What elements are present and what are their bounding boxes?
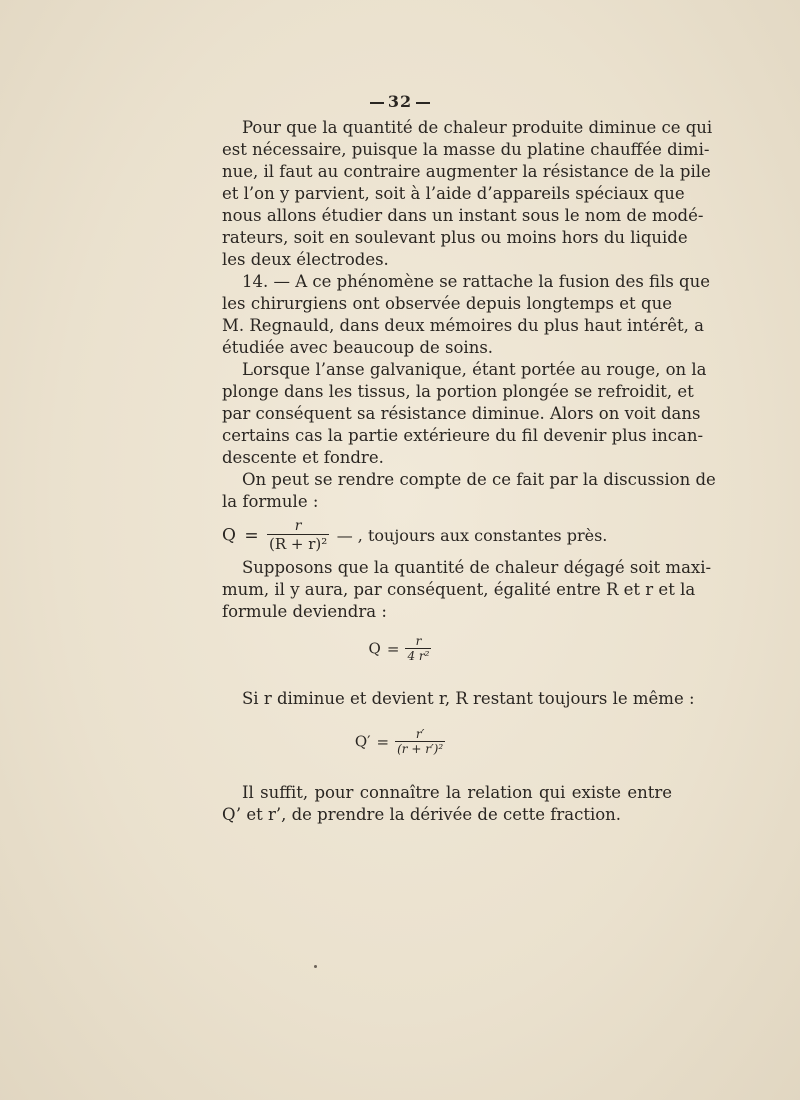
page-number: [0, 92, 800, 111]
formula-3: [0, 727, 800, 756]
text-line: Q’ et r’, de prendre la dérivée de cette fraction.: [222, 805, 622, 824]
text-line: plonge dans les tissus, la portion plongée se refroidit, et: [222, 382, 694, 401]
formula-lhs: Q: [222, 525, 236, 546]
text-line: les deux électrodes.: [222, 250, 389, 269]
text-line: M. Regnauld, dans deux mémoires du plus haut intérêt, a: [222, 316, 704, 335]
paragraph-7: [222, 782, 672, 826]
paragraph-5: [222, 557, 712, 623]
paragraph-3: [222, 359, 707, 469]
dash-left: [370, 102, 384, 104]
formula-trailing-text: — , toujours aux constantes près.: [336, 526, 608, 545]
text-line: 14. — A ce phénomène se rattache la fusion des fils que: [242, 272, 711, 291]
text-line: descente et fondre.: [222, 448, 384, 467]
text-line: est nécessaire, puisque la masse du platine chauffée dimi-: [222, 140, 710, 159]
text-line: Il suffit, pour connaître la relation qui existe entre: [242, 783, 672, 802]
paragraph-1: [222, 117, 713, 271]
formula-numerator: r′: [415, 727, 425, 741]
formula-numerator: r: [294, 518, 302, 534]
formula-equals: =: [386, 639, 400, 658]
text-line: nue, il faut au contraire augmenter la résistance de la pile: [222, 162, 711, 181]
text-line: et l’on y parvient, soit à l’aide d’appareils spéciaux que: [222, 184, 685, 203]
paper-speck: [314, 965, 317, 968]
text-line: mum, il y aura, par conséquent, égalité entre R et r et la: [222, 580, 696, 599]
text-line: certains cas la partie extérieure du fil devenir plus incan-: [222, 426, 704, 445]
formula-1: [222, 518, 672, 558]
paragraph-6: [222, 688, 695, 710]
formula-denominator: (R + r)²: [269, 535, 328, 553]
formula-denominator: (r + r′)²: [397, 742, 444, 756]
formula-2: [0, 634, 800, 663]
text-line: les chirurgiens ont observée depuis longtemps et que: [222, 294, 672, 313]
formula-denominator: 4 r²: [407, 649, 430, 663]
formula-lhs: Q: [368, 639, 381, 658]
text-line: rateurs, soit en soulevant plus ou moins hors du liquide: [222, 228, 688, 247]
dash-right: [416, 102, 430, 104]
formula-numerator: r: [415, 634, 422, 648]
text-line: étudiée avec beaucoup de soins.: [222, 338, 494, 357]
text-line: Si r diminue et devient r, R restant toujours le même :: [242, 689, 695, 708]
formula-fraction: [267, 518, 329, 553]
text-line: par conséquent sa résistance diminue. Alors on voit dans: [222, 404, 701, 423]
formula-fraction: [405, 634, 431, 663]
text-line: la formule :: [222, 492, 319, 511]
text-line: Pour que la quantité de chaleur produite diminue ce qui: [242, 118, 713, 137]
text-line: On peut se rendre compte de ce fait par la discussion de: [242, 470, 716, 489]
formula-equals: =: [244, 525, 259, 546]
paragraph-4: [222, 469, 716, 513]
text-line: nous allons étudier dans un instant sous le nom de modé-: [222, 206, 704, 225]
formula-fraction: [395, 727, 445, 756]
page-number-value: 32: [387, 92, 413, 111]
formula-equals: =: [376, 732, 390, 751]
text-line: formule deviendra :: [222, 602, 387, 621]
paragraph-2: [222, 271, 711, 359]
text-line: Lorsque l’anse galvanique, étant portée au rouge, on la: [242, 360, 707, 379]
text-line: Supposons que la quantité de chaleur dégagé soit maxi-: [242, 558, 712, 577]
formula-lhs: Q′: [354, 732, 371, 751]
